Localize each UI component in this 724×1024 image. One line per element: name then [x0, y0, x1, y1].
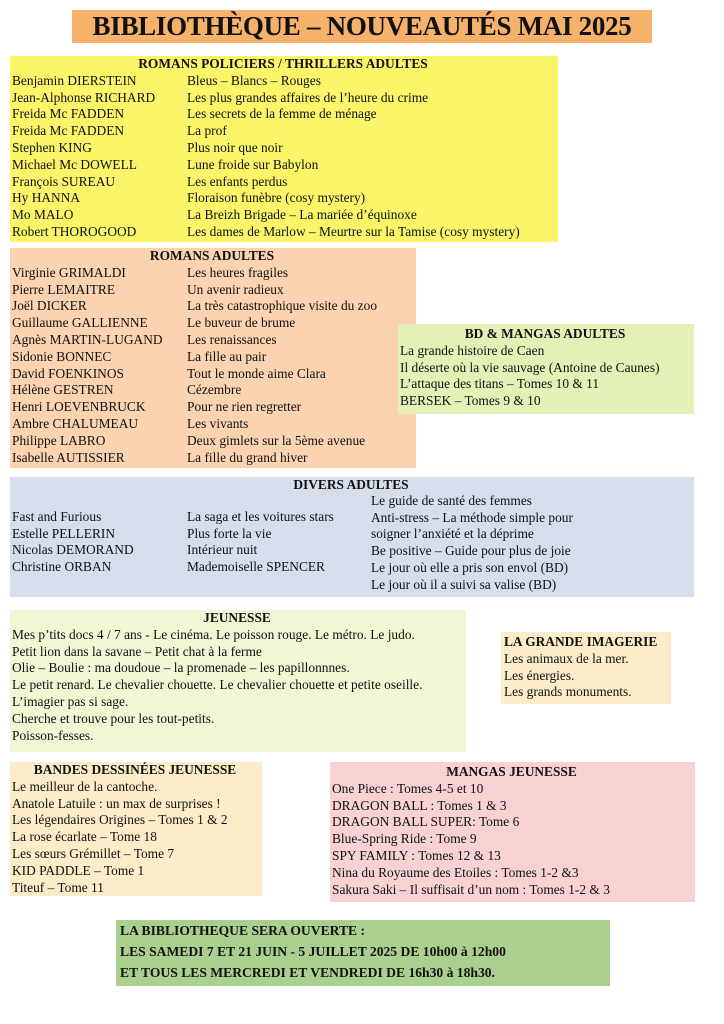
book-author: Guillaume GALLIENNE [12, 315, 148, 331]
book-author: François SUREAU [12, 173, 116, 189]
list-item: La saga et les voitures stars [187, 508, 334, 524]
book-row [12, 123, 554, 140]
list-item: Nina du Royaume des Etoiles : Tomes 1-2 &3 [332, 864, 579, 880]
book-list [332, 781, 691, 899]
list-item: Le jour où il a suivi sa valise (BD) [371, 576, 557, 592]
book-title: Un avenir radieux [187, 281, 284, 297]
section-bd-jeunesse [10, 762, 262, 896]
list-item: Le meilleur de la cantoche. [12, 778, 158, 794]
book-list [12, 73, 554, 241]
list-item: ET TOUS LES MERCREDI ET VENDREDI DE 16h30 à 18h30. [120, 965, 495, 980]
book-title: Les secrets de la femme de ménage [187, 106, 377, 122]
book-title: Pour ne rien regretter [187, 399, 302, 415]
book-row [12, 140, 554, 157]
section-bd-mangas-adultes [398, 324, 694, 414]
list-item: Le jour où elle a pris son envol (BD) [371, 559, 569, 575]
list-item: Poisson-fesses. [12, 727, 94, 743]
book-author: David FOENKINOS [12, 365, 124, 381]
book-row [12, 190, 554, 207]
list-item: La grande histoire de Caen [400, 342, 545, 358]
book-author: Virginie GRIMALDI [12, 264, 126, 280]
book-author: Benjamin DIERSTEIN [12, 72, 137, 88]
book-title: La prof [187, 123, 227, 139]
book-row [12, 157, 554, 174]
list-item: Petit lion dans la savane – Petit chat à la ferme [12, 643, 262, 659]
book-author: Hélène GESTREN [12, 382, 114, 398]
book-author: Jean-Alphonse RICHARD [12, 89, 156, 105]
section-header: BANDES DESSINÉES JEUNESSE [33, 762, 237, 777]
divers-authors [12, 493, 187, 594]
divers-guides [371, 493, 690, 594]
book-author: Freida Mc FADDEN [12, 106, 125, 122]
book-author: Robert THOROGOOD [12, 223, 137, 239]
book-row [12, 265, 412, 282]
list-item: Cherche et trouve pour les tout-petits. [12, 710, 215, 726]
book-row [12, 416, 412, 433]
book-title: Les enfants perdus [187, 173, 288, 189]
book-author: Hy HANNA [12, 190, 81, 206]
book-title: Lune froide sur Babylon [187, 156, 319, 172]
book-row [12, 399, 412, 416]
book-title: Plus noir que noir [187, 139, 283, 155]
book-row [12, 382, 412, 399]
list-item: Estelle PELLERIN [12, 525, 116, 541]
list-item: Christine ORBAN [12, 559, 112, 575]
book-row [12, 332, 412, 349]
book-title: Le buveur de brume [187, 315, 296, 331]
list-item: BERSEK – Tomes 9 & 10 [400, 393, 541, 409]
notice-lines [120, 920, 610, 983]
list-item: Les grands monuments. [504, 684, 632, 700]
list-item: Les énergies. [504, 667, 575, 683]
list-item: Mes p’tits docs 4 / 7 ans - Le cinéma. Le poisson rouge. Le métro. Le judo. [12, 626, 415, 642]
section-header: LA GRANDE IMAGERIE [504, 634, 658, 649]
list-item: One Piece : Tomes 4-5 et 10 [332, 780, 484, 796]
book-row [12, 106, 554, 123]
list-item: Il déserte où la vie sauvage (Antoine de Caunes) [400, 359, 660, 375]
list-item: Be positive – Guide pour plus de joie [371, 543, 571, 559]
book-title: Les heures fragiles [187, 264, 289, 280]
book-author: Philippe LABRO [12, 432, 106, 448]
book-list [400, 343, 690, 410]
list-item: Mademoiselle SPENCER [187, 559, 325, 575]
book-row [12, 433, 412, 450]
list-item: Les sœurs Grémillet – Tome 7 [12, 845, 175, 861]
list-item: Le guide de santé des femmes [371, 492, 533, 508]
book-author: Michael Mc DOWELL [12, 156, 137, 172]
book-title: La fille au pair [187, 348, 267, 364]
section-romans-adultes [10, 248, 416, 468]
list-item: L’attaque des titans – Tomes 10 & 11 [400, 376, 600, 392]
book-row [12, 366, 412, 383]
divers-titles [187, 493, 371, 594]
section-header: ROMANS POLICIERS / THRILLERS ADULTES [138, 56, 428, 71]
book-title: Les vivants [187, 415, 249, 431]
book-row [12, 207, 554, 224]
book-row [12, 450, 412, 467]
book-author: Ambre CHALUMEAU [12, 415, 139, 431]
book-row [12, 349, 412, 366]
list-item: DRAGON BALL : Tomes 1 & 3 [332, 797, 507, 813]
list-item: Anti-stress – La méthode simple pour [371, 509, 573, 525]
section-grande-imagerie [501, 632, 671, 704]
book-title: La Breizh Brigade – La mariée d’équinoxe [187, 207, 417, 223]
list-item: L’imagier pas si sage. [12, 693, 129, 709]
book-list [12, 627, 462, 745]
page-title: BIBLIOTHÈQUE – NOUVEAUTÉS MAI 2025 [72, 10, 652, 43]
list-item: SPY FAMILY : Tomes 12 & 13 [332, 847, 501, 863]
book-title: Les dames de Marlow – Meurtre sur la Tamise (cosy mystery) [187, 223, 520, 239]
book-row [12, 73, 554, 90]
book-title: Bleus – Blancs – Rouges [187, 72, 321, 88]
list-item: Le petit renard. Le chevalier chouette. Le chevalier chouette et petite oseille. [12, 677, 423, 693]
section-header: JEUNESSE [203, 610, 271, 625]
book-row [12, 174, 554, 191]
book-title: Cézembre [187, 382, 242, 398]
book-author: Isabelle AUTISSIER [12, 449, 125, 465]
book-list [12, 265, 412, 467]
section-divers-adultes [10, 477, 694, 597]
book-title: Les renaissances [187, 331, 277, 347]
list-item: DRAGON BALL SUPER: Tome 6 [332, 814, 520, 830]
list-item: LA BIBLIOTHEQUE SERA OUVERTE : [120, 923, 366, 938]
list-item: Blue-Spring Ride : Tome 9 [332, 831, 477, 847]
section-mangas-jeunesse [330, 762, 695, 902]
list-item: Les animaux de la mer. [504, 650, 629, 666]
book-title: Deux gimlets sur la 5ème avenue [187, 432, 366, 448]
book-row [12, 282, 412, 299]
book-author: Mo MALO [12, 207, 74, 223]
list-item: Titeuf – Tome 11 [12, 879, 104, 895]
book-title: Tout le monde aime Clara [187, 365, 326, 381]
section-header: DIVERS ADULTES [293, 477, 409, 492]
section-jeunesse [10, 610, 466, 752]
book-list [12, 779, 258, 897]
book-author: Agnès MARTIN-LUGAND [12, 331, 163, 347]
book-title: Les plus grandes affaires de l’heure du crime [187, 89, 429, 105]
opening-hours-notice [116, 920, 610, 986]
list-item: La rose écarlate – Tome 18 [12, 829, 157, 845]
section-header: MANGAS JEUNESSE [446, 764, 577, 779]
list-item: Les légendaires Origines – Tomes 1 & 2 [12, 812, 228, 828]
book-title: Floraison funèbre (cosy mystery) [187, 190, 366, 206]
list-item: soigner l’anxiété et la déprime [371, 526, 534, 542]
book-author: Sidonie BONNEC [12, 348, 112, 364]
book-list [504, 651, 671, 701]
list-item: Nicolas DEMORAND [12, 542, 134, 558]
book-row [12, 298, 412, 315]
book-title: La fille du grand hiver [187, 449, 308, 465]
list-item: KID PADDLE – Tome 1 [12, 862, 145, 878]
list-item: Anatole Latuile : un max de surprises ! [12, 795, 221, 811]
list-item: Intérieur nuit [187, 542, 258, 558]
book-row [12, 90, 554, 107]
list-item: Sakura Saki – Il suffisait d’un nom : Tomes 1-2 & 3 [332, 881, 610, 897]
book-title: La très catastrophique visite du zoo [187, 298, 378, 314]
book-row [12, 224, 554, 241]
book-author: Henri LOEVENBRUCK [12, 399, 146, 415]
list-item: Fast and Furious [12, 508, 102, 524]
book-author: Stephen KING [12, 139, 92, 155]
book-row [12, 315, 412, 332]
book-author: Freida Mc FADDEN [12, 123, 125, 139]
list-item: LES SAMEDI 7 ET 21 JUIN - 5 JUILLET 2025 DE 10h00 à 12h00 [120, 944, 506, 959]
section-header: BD & MANGAS ADULTES [464, 326, 626, 341]
list-item: Plus forte la vie [187, 525, 272, 541]
section-romans-policiers [10, 56, 558, 242]
section-header: ROMANS ADULTES [149, 248, 275, 263]
book-author: Joël DICKER [12, 298, 87, 314]
list-item: Olie – Boulie : ma doudoue – la promenade – les papillonnnes. [12, 660, 350, 676]
book-author: Pierre LEMAITRE [12, 281, 116, 297]
